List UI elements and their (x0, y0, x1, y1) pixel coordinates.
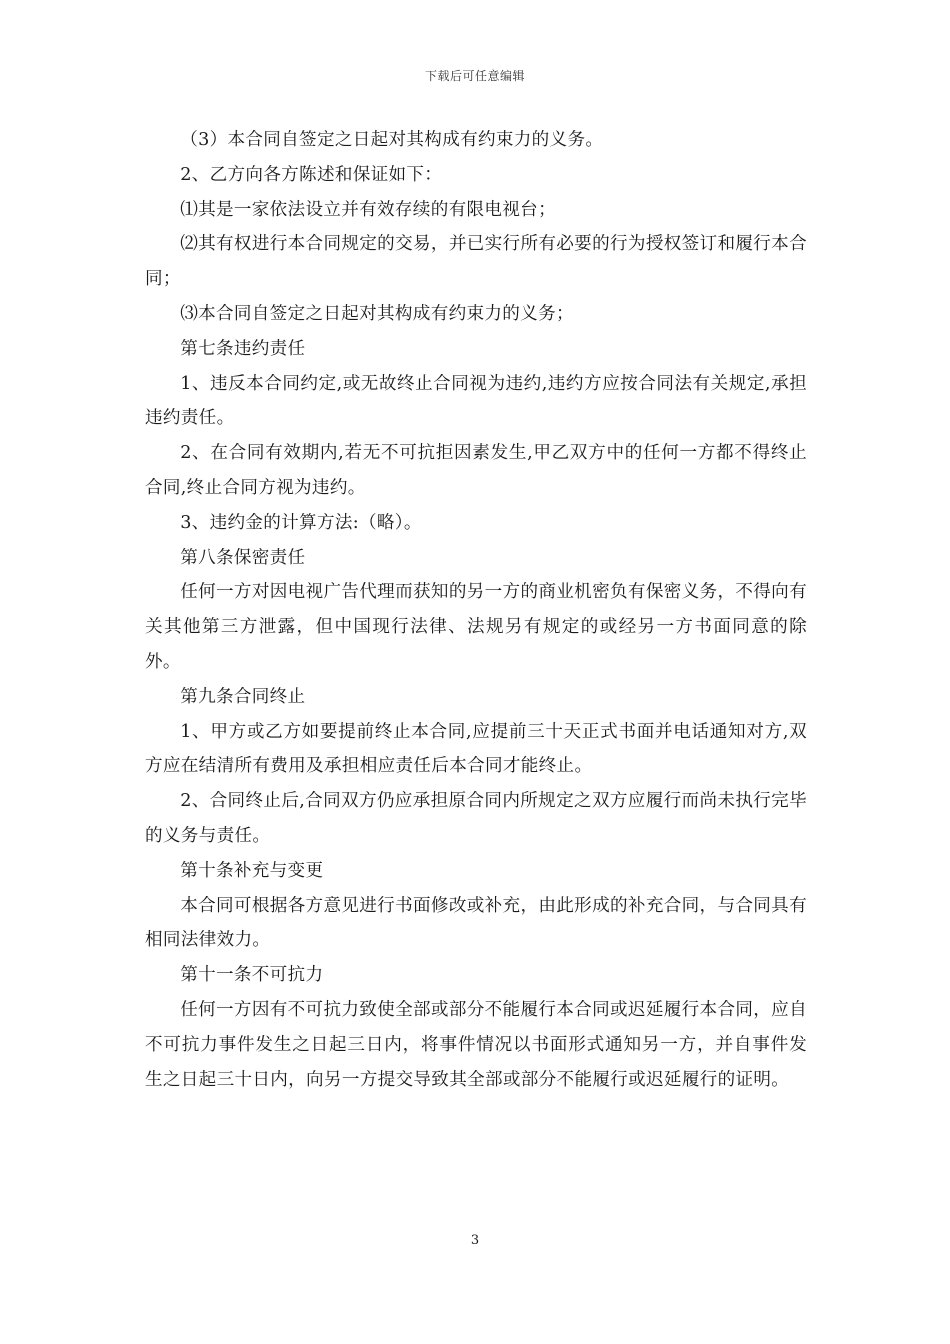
paragraph: 1、甲方或乙方如要提前终止本合同,应提前三十天正式书面并电话通知对方,双方应在结清所有费用及承担相应责任后本合同才能终止。 (145, 721, 807, 777)
paragraph: 任何一方因有不可抗力致使全部或部分不能履行本合同或迟延履行本合同，应自不可抗力事件发生之日起三日内，将事件情况以书面形式通知另一方，并自事件发生之日起三十日内，向另一方提交导致其全部或部分不能履行或迟延履行的证明。 (145, 999, 807, 1090)
section-heading: 第十条补充与变更 (180, 860, 324, 881)
paragraph: 2、乙方向各方陈述和保证如下： (180, 164, 443, 185)
page-number: 3 (470, 1233, 480, 1248)
paragraph: ⑵其有权进行本合同规定的交易，并已实行所有必要的行为授权签订和履行本合同； (145, 234, 807, 290)
page-header: 下载后可任意编辑 (424, 69, 525, 83)
paragraph: 本合同可根据各方意见进行书面修改或补充，由此形成的补充合同，与合同具有相同法律效力。 (145, 895, 807, 951)
section-heading: 第七条违约责任 (180, 338, 306, 359)
paragraph: 3、违约金的计算方法:（略）。 (180, 512, 422, 533)
document-body (145, 123, 807, 1097)
paragraph: ⑴其是一家依法设立并有效存续的有限电视台； (180, 199, 556, 220)
paragraph: 1、违反本合同约定,或无故终止合同视为违约,违约方应按合同法有关规定,承担违约责任。 (145, 373, 807, 429)
section-heading: 第十一条不可抗力 (180, 965, 324, 986)
paragraph: 2、合同终止后,合同双方仍应承担原合同内所规定之双方应履行而尚未执行完毕的义务与责任。 (145, 791, 807, 846)
paragraph: ⑶本合同自签定之日起对其构成有约束力的义务； (180, 303, 574, 324)
paragraph: 任何一方对因电视广告代理而获知的另一方的商业机密负有保密义务，不得向有关其他第三方泄露，但中国现行法律、法规另有规定的或经另一方书面同意的除外。 (145, 582, 807, 672)
section-heading: 第九条合同终止 (180, 686, 306, 707)
paragraph: （3）本合同自签定之日起对其构成有约束力的义务。 (180, 130, 604, 150)
section-heading: 第八条保密责任 (180, 547, 306, 568)
paragraph: 2、在合同有效期内,若无不可抗拒因素发生,甲乙双方中的任何一方都不得终止合同,终止合同方视为违约。 (145, 443, 807, 498)
